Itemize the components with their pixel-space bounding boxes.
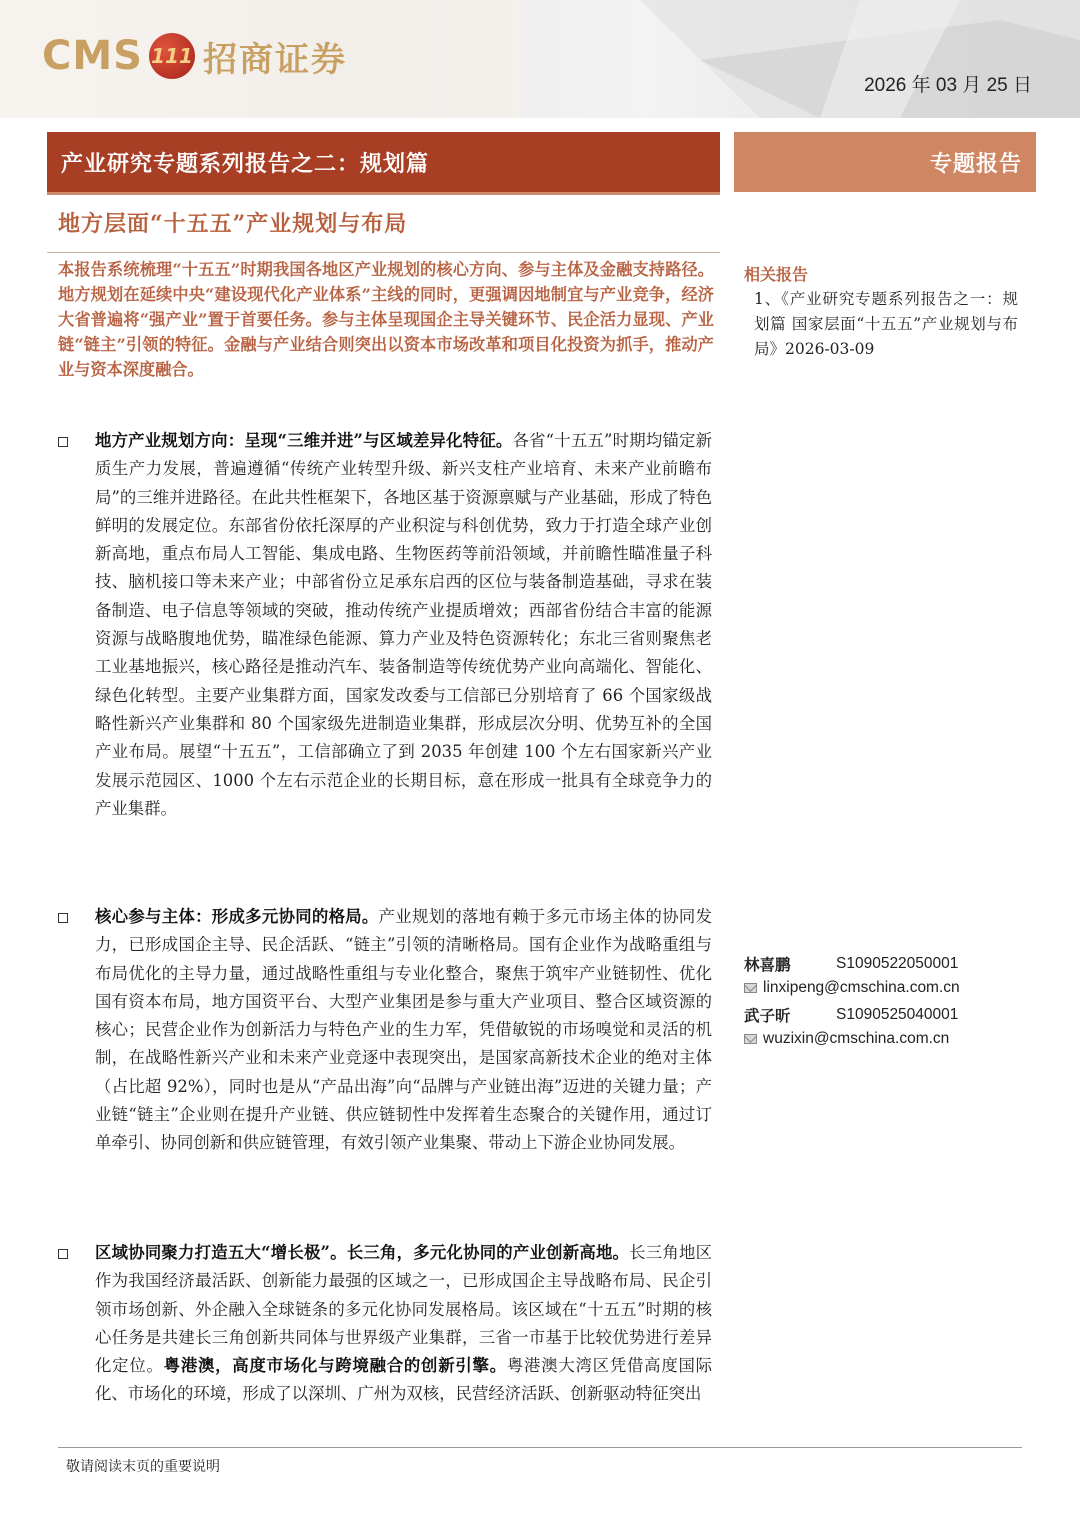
analyst-row [744,1004,958,1026]
bullet-2-text: 产业规划的落地有赖于多元市场主体的协同发力，已形成国企主导、民企活跃、“链主”引领的清晰格局。国有企业作为战略重组与布局优化的主导力量，通过战略性重组与专业化整合，聚焦于筑牢产业链韧性、优化国有资本布局，地方国资平台、大型产业集团是参与重大产业项目、整合区域资源的核心；民营企业作为创新活力与特色产业的生力军，凭借敏锐的市场嗅觉和灵活的机制，在战略性新兴产业和未来产业竞逐中表现突出，是国家高新技术企业的绝对主体（占比超 92%），同时也是从“产品出海”向“品牌与产业链出海”迈进的关键力量；产业链“链主”企业则在提升产业链、供应链韧性中发挥着生态聚合的关键作用，通过订单牵引、协同创新和供应链管理，有效引领产业集聚、带动上下游企业协同发展。 [95,907,713,1153]
bullet-3-lead-2: 粤港澳，高度市场化与跨境融合的创新引擎。 [163,1356,507,1376]
logo-badge-icon: 111 [149,33,195,79]
related-report-item[interactable]: 1、《产业研究专题系列报告之一：规划篇 国家层面“十五五”产业规划与布局》2026-03-09 [754,290,1018,358]
subtitle-divider [47,252,720,253]
bullet-section-3 [95,1239,712,1409]
report-type-label: 专题报告 [929,150,1022,177]
bullet-2-lead: 核心参与主体：形成多元协同的格局。 [95,907,379,926]
bullet-section-2 [95,903,712,1158]
bullet-square-icon [58,437,68,447]
analyst-email-row [744,1030,949,1048]
bullet-3-text: 长三角地区作为我国经济最活跃、创新能力最强的区域之一，已形成国企主导战略布局、民企引领市场创新、外企融入全球链条的多元化协同发展格局。该区域在“十五五”时期的核心任务是共建长三角创新共同体与世界级产业集群，三省一市基于比较优势进行差异化定位。 [95,1243,712,1376]
report-series-title-bar [47,132,720,192]
mail-icon [744,983,757,993]
analyst-email[interactable]: wuzixin@cmschina.com.cn [763,1030,950,1047]
bullet-1-lead: 地方产业规划方向：呈现“三维并进”与区域差异化特征。 [95,431,513,450]
logo-text-en: CMS [42,33,143,79]
analyst-row [744,953,958,975]
mail-icon [744,1034,757,1044]
footer-divider [58,1447,1022,1448]
cms-logo [42,30,347,82]
report-series-title: 产业研究专题系列报告之二：规划篇 [61,150,430,177]
bullet-section-1 [95,427,712,823]
analyst-email[interactable]: linxipeng@cmschina.com.cn [763,979,960,996]
analyst-cert-number: S1090525040001 [836,1006,959,1023]
logo-text-cn: 招商证券 [202,39,347,80]
header [0,0,1080,118]
analyst-email-row [744,979,960,997]
analyst-name: 武子昕 [744,1006,791,1025]
report-date: 2026 年 03 月 25 日 [864,75,1032,96]
analyst-name: 林喜鹏 [744,955,791,974]
report-type-bar [734,132,1036,192]
abstract: 本报告系统梳理“十五五”时期我国各地区产业规划的核心方向、参与主体及金融支持路径。地方规划在延续中央“建设现代化产业体系”主线的同时，更强调因地制宜与产业竞争，经济大省普遍将“强产业”置于首要任务。参与主体呈现国企主导关键环节、民企活力显现、产业链“链主”引领的特征。金融与产业结合则突出以资本市场改革和项目化投资为抓手，推动产业与资本深度融合。 [58,260,714,379]
bullet-square-icon [58,1249,68,1259]
report-subtitle: 地方层面“十五五”产业规划与布局 [58,211,408,237]
bullet-3-text-2: 粤港澳大湾区凭借高度国际化、市场化的环境，形成了以深圳、广州为双核，民营经济活跃、创新驱动特征突出 [95,1356,713,1404]
bullet-1-text: 各省“十五五”时期均锚定新质生产力发展，普遍遵循“传统产业转型升级、新兴支柱产业培育、未来产业前瞻布局”的三维并进路径。在此共性框架下，各地区基于资源禀赋与产业基础，形成了特色鲜明的发展定位。东部省份依托深厚的产业积淀与科创优势，致力于打造全球产业创新高地，重点布局人工智能、集成电路、生物医药等前沿领域，并前瞻性瞄准量子科技、脑机接口等未来产业；中部省份立足承东启西的区位与装备制造基础，寻求在装备制造、电子信息等领域的突破，推动传统产业提质增效；西部省份结合丰富的能源资源与战略腹地优势，瞄准绿色能源、算力产业及特色资源转化；东北三省则聚焦老工业基地振兴，核心路径是推动汽车、装备制造等传统优势产业向高端化、智能化、绿色化转型。主要产业集群方面，国家发改委与工信部已分别培育了 66 个国家级战略性新兴产业集群和 80 个国家级先进制造业集群，形成层次分明、优势互补的全国产业布局。展望“十五五”，工信部确立了到 2035 年创建 100 个左右国家新兴产业发展示范园区、1000 个左右示范企业的长期目标，意在形成一批具有全球竞争力的产业集群。 [95,431,712,818]
related-reports-title: 相关报告 [744,265,809,284]
bullet-square-icon [58,913,68,923]
footer-disclaimer: 敬请阅读末页的重要说明 [66,1459,220,1475]
analyst-cert-number: S1090522050001 [836,955,959,972]
bullet-3-lead: 区域协同聚力打造五大“增长极”。长三角，多元化协同的产业创新高地。 [95,1243,630,1262]
